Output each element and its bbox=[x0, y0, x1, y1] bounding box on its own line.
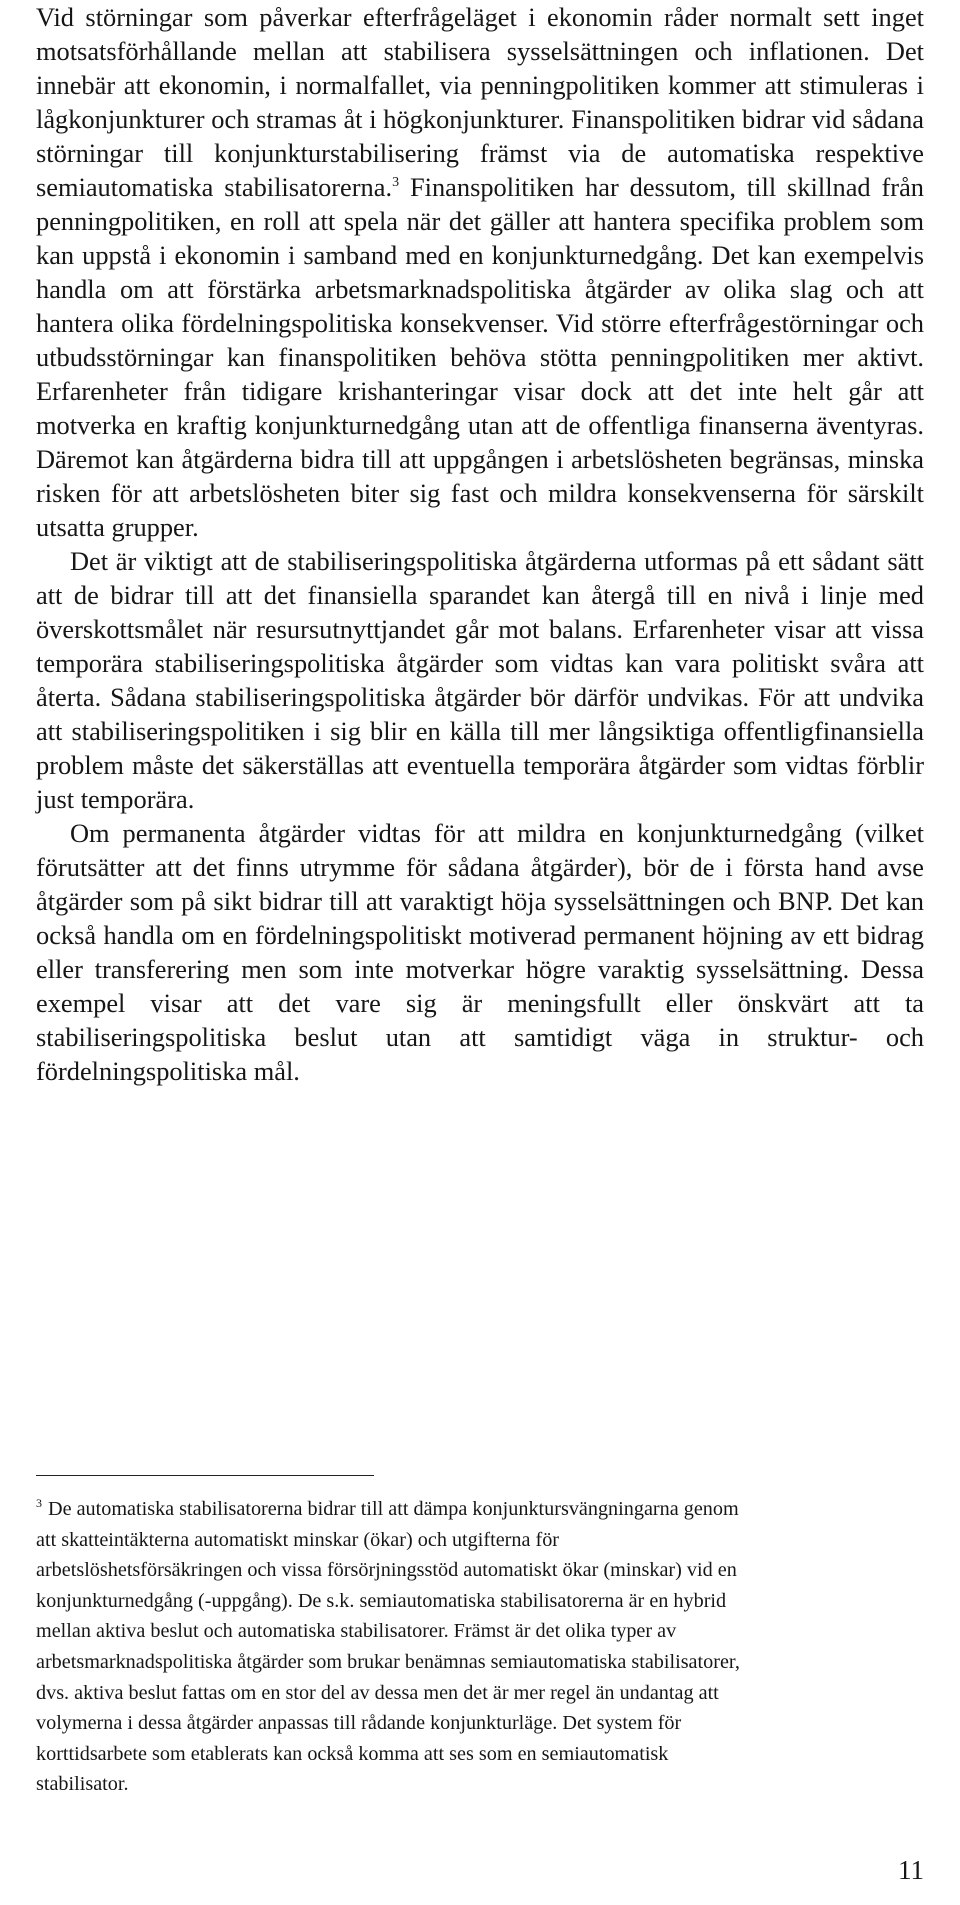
footnote-line: arbetslöshetsförsäkringen och vissa försörjningsstöd automatiskt ökar (minskar) vid en bbox=[36, 1559, 737, 1582]
footnote-divider bbox=[36, 1475, 374, 1476]
footnote-line: $^3$ De automatiska stabilisatorerna bidrar till att dämpa konjunktursvängningarna genom bbox=[36, 1496, 739, 1520]
footnote-number: 3 bbox=[36, 1496, 42, 1510]
footnote-line: stabilisator. bbox=[36, 1773, 129, 1796]
paragraph-1-text-a: Vid störningar som påverkar efterfrågeläget i ekonomin råder normalt sett inget motsatsförhållande mellan att stabilisera sysselsättningen och inflationen. Det innebär att ekonomin, i normalfallet, via penningpolitiken kommer att stimuleras i lågkonjunkturer och stramas åt i högkonjunkturer. Finanspolitiken bidrar vid sådana störningar till konjunkturstabilisering främst via de automatiska respektive semiautomatiska stabilisatorerna. bbox=[36, 2, 924, 202]
footnote bbox=[36, 1494, 924, 1800]
main-text bbox=[36, 0, 924, 1088]
paragraph-1-text-b: Finanspolitiken har dessutom, till skillnad från penningpolitiken, en roll att spela när det gäller att hantera specifika problem som kan uppstå i ekonomin i samband med en konjunkturnedgång. Det kan exempelvis handla om att förstärka arbetsmarknadspolitiska åtgärder av olika slag och att hantera olika fördelningspolitiska konsekvenser. Vid större efterfrågestörningar och utbudsstörningar kan finanspolitiken behöva stötta penningpolitiken mer aktivt. Erfarenheter från tidigare krishanteringar visar dock att det inte helt går att motverka en kraftig konjunkturnedgång utan att de offentliga finanserna äventyras. Däremot kan åtgärderna bidra till att uppgången i arbetslösheten begränsas, minska risken för att arbetslösheten biter sig fast och mildra konsekvenserna för särskilt utsatta grupper. bbox=[36, 172, 924, 542]
paragraph-3: Om permanenta åtgärder vidtas för att mildra en konjunkturnedgång (vilket förutsätter att det finns utrymme för sådana åtgärder), bör de i första hand avse åtgärder som på sikt bidrar till att varaktigt höja sysselsättningen och BNP. Det kan också handla om en fördelningspolitiskt motiverad permanent höjning av ett bidrag eller transferering men som inte motverkar högre varaktig sysselsättning. Dessa exempel visar att det vare sig är meningsfullt eller önskvärt att ta stabiliseringspolitiska beslut utan att samtidigt väga in struktur- och fördelningspolitiska mål. bbox=[36, 818, 924, 1086]
footnote-line: dvs. aktiva beslut fattas om en stor del av dessa men det är mer regel än undantag att bbox=[36, 1681, 719, 1704]
footnote-line: mellan aktiva beslut och automatiska stabilisatorer. Främst är det olika typer av bbox=[36, 1620, 677, 1643]
footnote-reference[interactable]: 3 bbox=[392, 175, 400, 190]
paragraph-2: Det är viktigt att de stabiliseringspolitiska åtgärderna utformas på ett sådant sätt att de bidrar till att det finansiella sparandet kan återgå till en nivå i linje med överskottsmålet när resursutnyttjandet går mot balans. Erfarenheter visar att vissa temporära stabiliseringspolitiska åtgärder som vidtas kan vara politiskt svåra att återta. Sådana stabiliseringspolitiska åtgärder bör därför undvikas. För att undvika att stabiliseringspolitiken i sig blir en källa till mer långsiktiga offentligfinansiella problem måste det säkerställas att eventuella temporära åtgärder som vidtas förblir just temporära. bbox=[36, 546, 924, 814]
footnote-line: att skatteintäkterna automatiskt minskar (ökar) och utgifterna för bbox=[36, 1528, 560, 1551]
page-number: 11 bbox=[898, 1855, 924, 1885]
footnote-line: korttidsarbete som etablerats kan också komma att ses som en semiautomatisk bbox=[36, 1742, 669, 1765]
footnote-line: konjunkturnedgång (-uppgång). De s.k. semiautomatiska stabilisatorerna är en hybrid bbox=[36, 1589, 727, 1612]
footnote-line: volymerna i dessa åtgärder anpassas till rådande konjunkturläge. Det system för bbox=[36, 1712, 682, 1735]
footnote-line: arbetsmarknadspolitiska åtgärder som brukar benämnas semiautomatiska stabilisatorer, bbox=[36, 1650, 740, 1673]
paragraph-1 bbox=[36, 0, 924, 544]
